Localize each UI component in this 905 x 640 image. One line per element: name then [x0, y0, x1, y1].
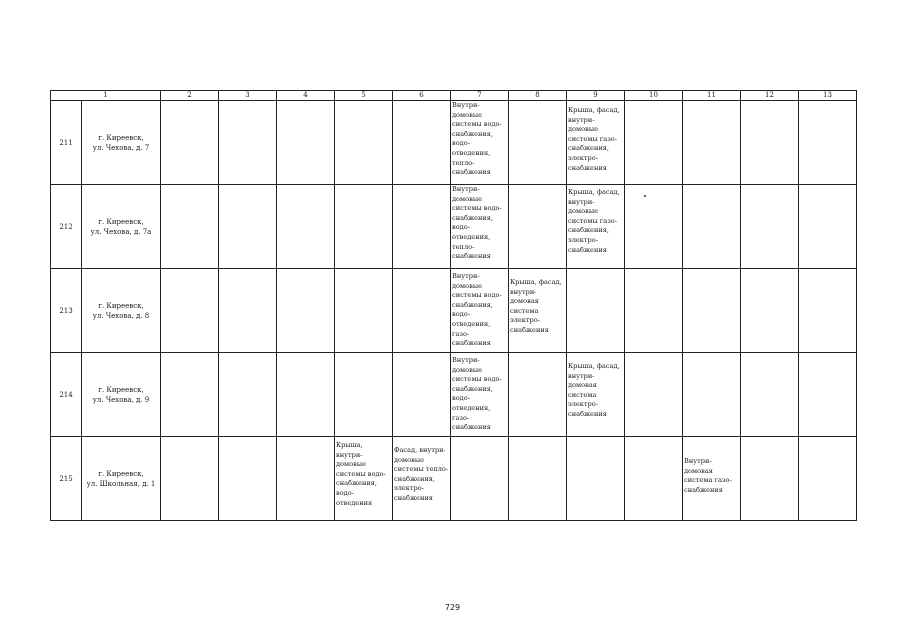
cell-col-3 [219, 101, 277, 185]
column-header-6: 6 [393, 91, 451, 101]
address-cell [82, 101, 161, 185]
work-list: Крыша, фасад, внутри- домовые системы газо- снабжения, электро- снабжения [568, 106, 620, 172]
address-city: г. Киреевск, [98, 133, 144, 142]
cell-col-8 [509, 101, 567, 185]
cell-col-9 [567, 353, 625, 437]
work-list [683, 269, 740, 270]
row-number: 215 [51, 437, 82, 521]
cell-col-10 [625, 353, 683, 437]
column-header-5: 5 [335, 91, 393, 101]
table-row [51, 101, 857, 185]
cell-col-3 [219, 437, 277, 521]
cell-col-5 [335, 269, 393, 353]
cell-col-6 [393, 353, 451, 437]
stray-dot-mark [644, 195, 646, 197]
cell-col-6 [393, 269, 451, 353]
column-header-10: 10 [625, 91, 683, 101]
cell-col-12 [741, 269, 799, 353]
work-list [335, 353, 392, 354]
address-cell [82, 269, 161, 353]
cell-col-10 [625, 437, 683, 521]
row-number: 211 [51, 101, 82, 185]
work-list: Внутри- домовые системы водо- снабжения, водо- отведения, тепло- снабжения [452, 101, 502, 177]
address-street: ул. Чехова, д. 8 [92, 311, 150, 320]
work-list [567, 437, 624, 438]
cell-col-13 [799, 437, 857, 521]
cell-col-8 [509, 269, 567, 353]
header-row [51, 91, 857, 101]
address-city: г. Киреевск, [98, 301, 144, 310]
cell-col-8 [509, 185, 567, 269]
page-number: 729 [444, 603, 461, 612]
work-list [393, 101, 450, 102]
cell-col-4 [277, 185, 335, 269]
work-list: Фасад, внутри- домовые системы тепло- снабжения, электро- снабжения [394, 446, 449, 502]
work-list [335, 101, 392, 102]
cell-col-13 [799, 185, 857, 269]
address-cell [82, 185, 161, 269]
cell-col-13 [799, 353, 857, 437]
cell-col-2 [161, 437, 219, 521]
address-street: ул. Чехова, д. 7 [92, 143, 150, 152]
cell-col-3 [219, 269, 277, 353]
cell-col-9 [567, 185, 625, 269]
work-list [509, 437, 566, 438]
work-list [683, 185, 740, 186]
work-list [335, 185, 392, 186]
cell-col-10 [625, 185, 683, 269]
cell-col-12 [741, 185, 799, 269]
cell-col-2 [161, 353, 219, 437]
cell-col-8 [509, 353, 567, 437]
address-street: ул. Чехова, д. 9 [92, 395, 150, 404]
cell-col-12 [741, 101, 799, 185]
cell-col-11 [683, 437, 741, 521]
work-list [683, 101, 740, 102]
cell-col-10 [625, 269, 683, 353]
cell-col-7 [451, 353, 509, 437]
row-number: 212 [51, 185, 82, 269]
cell-col-3 [219, 353, 277, 437]
cell-col-9 [567, 269, 625, 353]
work-list [509, 353, 566, 354]
work-list: Крыша, фасад, внутри- домовая система электро- снабжения [568, 362, 620, 418]
row-number: 213 [51, 269, 82, 353]
work-list [509, 101, 566, 102]
work-list: Крыша, внутри- домовые системы водо- снабжения, водо- отведения [336, 441, 386, 507]
work-list: Крыша, фасад, внутри- домовая система электро- снабжения [510, 278, 562, 334]
cell-col-7 [451, 437, 509, 521]
table-row [51, 269, 857, 353]
cell-col-10 [625, 101, 683, 185]
cell-col-9 [567, 101, 625, 185]
cell-col-4 [277, 101, 335, 185]
cell-col-4 [277, 353, 335, 437]
work-list: Внутри- домовые системы водо- снабжения, водо- отведения, газо- снабжения [452, 272, 502, 348]
cell-col-5 [335, 185, 393, 269]
cell-col-5 [335, 353, 393, 437]
work-list [451, 437, 508, 438]
column-header-3: 3 [219, 91, 277, 101]
column-header-9: 9 [567, 91, 625, 101]
cell-col-6 [393, 437, 451, 521]
cell-col-11 [683, 101, 741, 185]
address-city: г. Киреевск, [98, 469, 144, 478]
cell-col-2 [161, 269, 219, 353]
work-list [393, 185, 450, 186]
table-row [51, 185, 857, 269]
column-header-2: 2 [161, 91, 219, 101]
cell-col-7 [451, 269, 509, 353]
column-header-4: 4 [277, 91, 335, 101]
cell-col-11 [683, 269, 741, 353]
column-header-12: 12 [741, 91, 799, 101]
column-header-7: 7 [451, 91, 509, 101]
address-street: ул. Чехова, д. 7а [90, 227, 152, 236]
work-list [509, 185, 566, 186]
address-cell [82, 353, 161, 437]
cell-col-11 [683, 353, 741, 437]
address-city: г. Киреевск, [98, 217, 144, 226]
work-list: Внутри- домовые системы водо- снабжения, водо- отведения, тепло- снабжения [452, 185, 502, 261]
cell-col-7 [451, 185, 509, 269]
cell-col-2 [161, 101, 219, 185]
cell-col-4 [277, 437, 335, 521]
cell-col-6 [393, 185, 451, 269]
column-header-11: 11 [683, 91, 741, 101]
address-cell [82, 437, 161, 521]
cell-col-3 [219, 185, 277, 269]
work-list: Внутри- домовая система газо- снабжения [684, 457, 732, 494]
cell-col-11 [683, 185, 741, 269]
column-header-13: 13 [799, 91, 857, 101]
cell-col-6 [393, 101, 451, 185]
cell-col-7 [451, 101, 509, 185]
work-list [393, 353, 450, 354]
cell-col-5 [335, 437, 393, 521]
cell-col-4 [277, 269, 335, 353]
cell-col-2 [161, 185, 219, 269]
table-row [51, 437, 857, 521]
work-list: Внутри- домовые системы водо- снабжения, водо- отведения, газо- снабжения [452, 356, 502, 432]
work-list [335, 269, 392, 270]
register-table [50, 90, 857, 521]
cell-col-12 [741, 353, 799, 437]
work-list [683, 353, 740, 354]
cell-col-5 [335, 101, 393, 185]
work-list: Крыша, фасад, внутри- домовые системы газо- снабжения, электро- снабжения [568, 188, 620, 254]
address-street: ул. Школьная, д. 1 [86, 479, 156, 488]
address-city: г. Киреевск, [98, 385, 144, 394]
cell-col-13 [799, 101, 857, 185]
cell-col-9 [567, 437, 625, 521]
column-header-8: 8 [509, 91, 567, 101]
work-list [567, 269, 624, 270]
row-number: 214 [51, 353, 82, 437]
cell-col-8 [509, 437, 567, 521]
work-list [393, 269, 450, 270]
cell-col-12 [741, 437, 799, 521]
column-header-1: 1 [51, 91, 161, 101]
cell-col-13 [799, 269, 857, 353]
table-row [51, 353, 857, 437]
